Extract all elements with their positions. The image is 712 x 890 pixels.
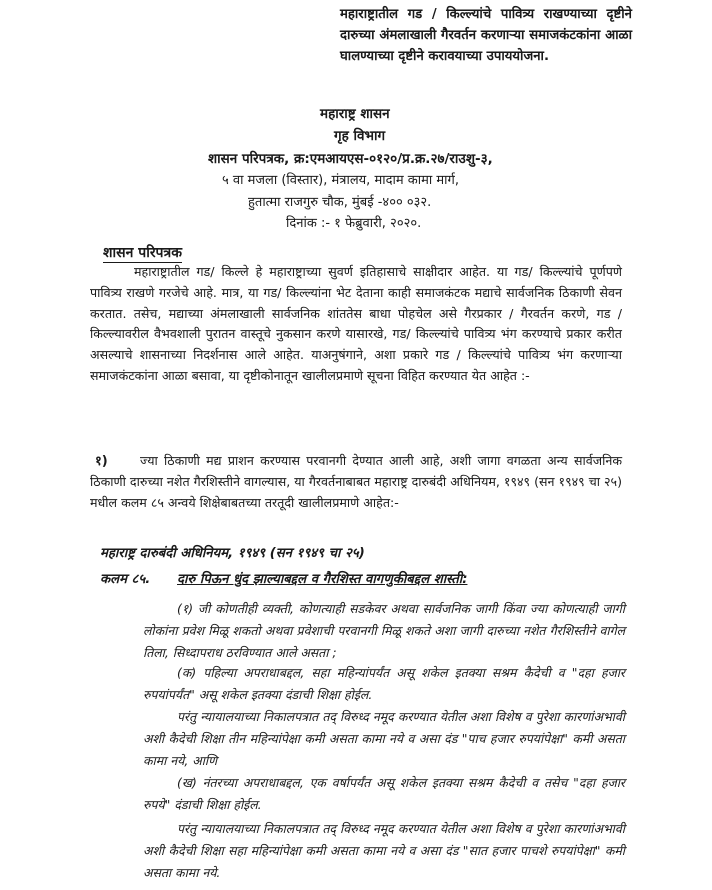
intro-paragraph: महाराष्ट्रातील गड/ किल्ले हे महाराष्ट्राच्या सुवर्ण इतिहासाचे साक्षीदार आहेत. या गड/ किल्ल्यांचे पूर्णपणे पावित्र्य राखणे गरजेचे आहे. मात्र, या गड/ किल्ल्यांना भेट देताना काही समाजकंटक मद्याचे सार्वजनिक ठिकाणी सेवन करतात. तसेच, मद्याच्या अंमलाखाली सार्वजनिक शांततेस बाधा पोहचेल असे गैरप्रकार / गैरवर्तन करणे, गड / किल्ल्यावरील वैभवशाली पुरातन वास्तूचे नुकसान करणे यासारखे, गड/ किल्ल्यांचे पावित्र्य भंग करण्याचे प्रकार करीत असल्याचे शासनाच्या निदर्शनास आले आहेत. याअनुषंगाने, अशा प्रकारे गड / किल्ल्यांचे पावित्र्य भंग करणाऱ्या समाजकंटकांना आळा बसावा, या दृष्टीकोनातून खालीलप्रमाणे सूचना विहित करण्यात येत आहेत :- (90, 264, 622, 383)
address-line-2: हुतात्मा राजगुरु चौक, मुंबई -४०० ०३२. (248, 195, 432, 210)
point-1-text: ज्या ठिकाणी मद्य प्राशन करण्यास परवानगी देण्यात आली आहे, अशी जागा वगळता अन्य सार्वजनिक ठिकाणी दारुच्या नशेत गैरशिस्तीने वागल्यास, या गैरवर्तनाबाबत महाराष्ट्र दारुबंदी अधिनियम, १९४९ (सन १९४९ चा २५) मधील कलम ८५ अन्वये शिक्षेबाबतच्या तरतूदी खालीलप्रमाणे आहेत:- (90, 453, 623, 510)
department-name: गृह विभाग (334, 128, 386, 144)
point-number: १) (95, 454, 108, 469)
circular-reference: शासन परिपत्रक, क्र:एमआयएस-०१२०/प्र.क्र.२७/राउशु-३, (208, 151, 493, 167)
clause-a: (क) पहिल्या अपराधाबद्दल, सहा महिन्यांपर्यंत असू शकेल इतक्या सश्रम कैदेची व "दहा हजार रुपयांपर्यंत" असू शकेल इतक्या दंडाची शिक्षा होईल. (143, 665, 625, 703)
act-title: महाराष्ट्र दारुबंदी अधिनियम, १९४९ (सन १९४९ चा २५) (100, 546, 365, 561)
section-title: दारु पिऊन धुंद झाल्याबद्दल व गैरशिस्त वागणुकीबद्दल शास्ती: (177, 572, 468, 587)
proviso-a: परंतु न्यायालयाच्या निकालपत्रात तद् विरुध्द नमूद करण्यात येतील अशा विशेष व पुरेशा कारणांअभावी अशी कैदेची शिक्षा तीन महिन्यांपेक्षा कमी असता कामा नये व असा दंड "पाच हजार रुपयांपेक्षा" कमी असता कामा नये, आणि (143, 709, 625, 769)
clause-b: (ख) नंतरच्या अपराधाबद्दल, एक वर्षापर्यंत असू शकेल इतक्या सश्रम कैदेची व तसेच "दहा हजार रुपये" दंडाची शिक्षा होईल. (143, 775, 625, 813)
circular-date: दिनांक :- १ फेब्रुवारी, २०२०. (286, 216, 422, 231)
government-name: महाराष्ट्र शासन (320, 106, 390, 122)
circular-subject: महाराष्ट्रातील गड / किल्ल्यांचे पावित्र्य राखण्याच्या दृष्टीने दारुच्या अंमलाखाली गैरवर्तन करणाऱ्या समाजकंटकांना आळा घालण्याच्या दृष्टीने करावयाच्या उपाययोजना. (340, 7, 632, 64)
address-line-1: ५ वा मजला (विस्तार), मंत्रालय, मादाम कामा मार्ग, (222, 173, 459, 188)
clause-1: (१) जी कोणतीही व्यक्ती, कोणत्याही सडकेवर अथवा सार्वजनिक जागी किंवा ज्या कोणत्याही जागी लोकांना प्रवेश मिळू शकतो अथवा प्रवेशाची परवानगी मिळू शकते अशा जागी दारुच्या नशेत गैरशिस्तीने वागेल तिला, सिध्दापराध ठरविण्यात आले असता ; (143, 601, 625, 661)
section-label: कलम ८५. (100, 572, 151, 587)
circular-heading: शासन परिपत्रक (103, 245, 182, 261)
proviso-b: परंतु न्यायालयाच्या निकालपत्रात तद् विरुध्द नमूद करण्यात येतील अशा विशेष व पुरेशा कारणांअभावी अशी कैदेची शिक्षा सहा महिन्यांपेक्षा कमी असता कामा नये व असा दंड "सात हजार पाचशे रुपयांपेक्षा" कमी असता कामा नये. (143, 821, 625, 881)
